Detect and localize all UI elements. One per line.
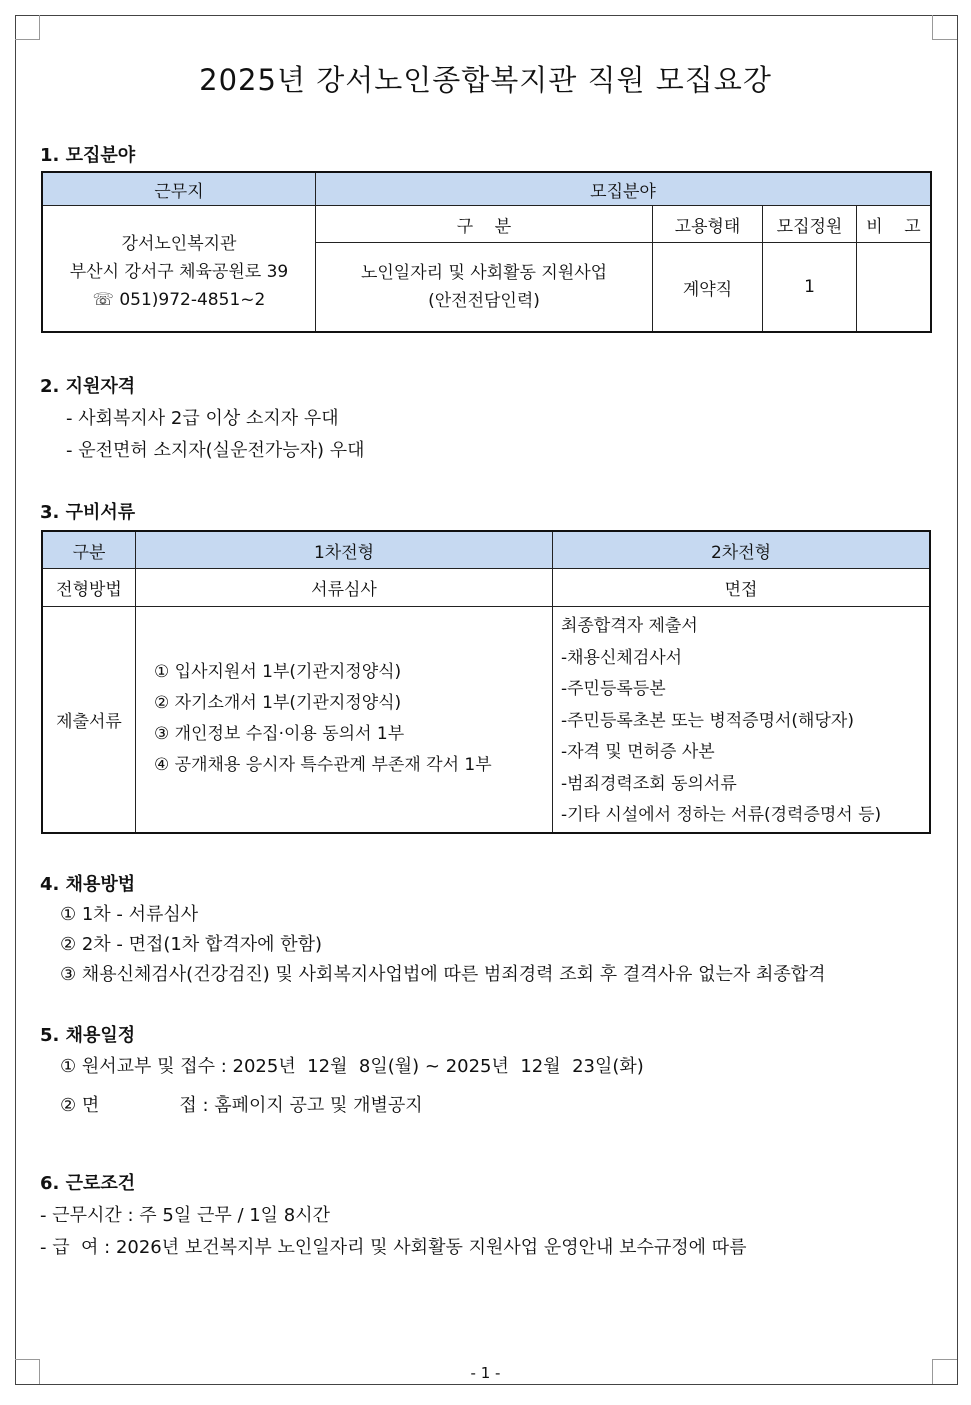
row-label-documents: 제출서류	[43, 607, 136, 833]
section2-heading: 2. 지원자격	[40, 376, 136, 397]
hiring-step: ② 2차 - 면접(1차 합격자에 한함)	[60, 934, 323, 955]
document-item: -범죄경력조회 동의서류	[561, 773, 737, 794]
document-item: ③ 개인정보 수집·이용 동의서 1부	[154, 724, 405, 745]
document-title: 2025년 강서노인종합복지관 직원 모집요강	[199, 63, 772, 97]
recruitment-field-table	[42, 172, 931, 332]
hiring-step: ③ 채용신체검사(건강검진) 및 사회복지사업법에 따른 범죄경력 조회 후 결격사유 없는자 최종합격	[60, 964, 826, 985]
header-second-round: 2차전형	[553, 532, 930, 569]
workplace-phone: ☏ 051)972-4851~2	[92, 289, 266, 310]
field-cell	[316, 243, 653, 332]
subheader-category: 구 분	[316, 206, 653, 243]
method-second-round: 면접	[553, 569, 930, 607]
document-item: ① 입사지원서 1부(기관지정양식)	[154, 662, 402, 683]
condition-item: - 근무시간 : 주 5일 근무 / 1일 8시간	[40, 1205, 331, 1226]
subheader-employment: 고용형태	[653, 206, 763, 243]
employment-type: 계약직	[653, 243, 763, 332]
section1-heading: 1. 모집분야	[40, 145, 136, 166]
subheader-note: 비 고	[857, 206, 931, 243]
note-cell	[857, 243, 931, 332]
document-item: 최종합격자 제출서	[561, 616, 698, 636]
corner-mark	[15, 15, 40, 40]
first-round-documents	[136, 607, 553, 833]
workplace-address: 부산시 강서구 체육공원로 39	[69, 261, 289, 282]
headcount: 1	[763, 243, 857, 332]
section4-heading: 4. 채용방법	[40, 874, 136, 895]
section6-heading: 6. 근로조건	[40, 1173, 136, 1194]
documents-table	[42, 531, 930, 833]
document-item: -주민등록초본 또는 병적증명서(해당자)	[561, 710, 854, 731]
field-sub: (안전전담인력)	[428, 291, 540, 311]
workplace-cell	[43, 206, 316, 332]
schedule-item: ① 원서교부 및 접수 : 2025년 12월 8일(월) ~ 2025년 12월 23일(화)	[60, 1056, 644, 1077]
document-item: -주민등록등본	[561, 679, 666, 699]
second-round-documents	[553, 607, 930, 833]
workplace-name: 강서노인복지관	[121, 233, 237, 254]
qualification-item: - 운전면허 소지자(실운전가능자) 우대	[66, 440, 365, 461]
subheader-headcount: 모집정원	[763, 206, 857, 243]
header-field: 모집분야	[316, 173, 931, 206]
corner-mark	[932, 15, 957, 40]
document-item: ④ 공개채용 응시자 특수관계 부존재 각서 1부	[154, 755, 492, 776]
document-item: -기타 시설에서 정하는 서류(경력증명서 등)	[561, 805, 882, 825]
method-first-round: 서류심사	[136, 569, 553, 607]
page-number: - 1 -	[470, 1364, 501, 1382]
section3-heading: 3. 구비서류	[40, 502, 136, 523]
field-name: 노인일자리 및 사회활동 지원사업	[360, 263, 608, 283]
document-item: -자격 및 면허증 사본	[561, 742, 715, 762]
qualification-item: - 사회복지사 2급 이상 소지자 우대	[66, 408, 339, 429]
header-first-round: 1차전형	[136, 532, 553, 569]
document-item: ② 자기소개서 1부(기관지정양식)	[154, 693, 402, 714]
header-workplace: 근무지	[43, 173, 316, 206]
hiring-step: ① 1차 - 서류심사	[60, 904, 199, 925]
section5-heading: 5. 채용일정	[40, 1025, 136, 1046]
row-label-method: 전형방법	[43, 569, 136, 607]
header-category: 구분	[43, 532, 136, 569]
schedule-item: ② 면 접 : 홈페이지 공고 및 개별공지	[60, 1095, 423, 1116]
document-item: -채용신체검사서	[561, 647, 683, 668]
condition-item: - 급 여 : 2026년 보건복지부 노인일자리 및 사회활동 지원사업 운영안내 보수규정에 따름	[40, 1237, 747, 1258]
